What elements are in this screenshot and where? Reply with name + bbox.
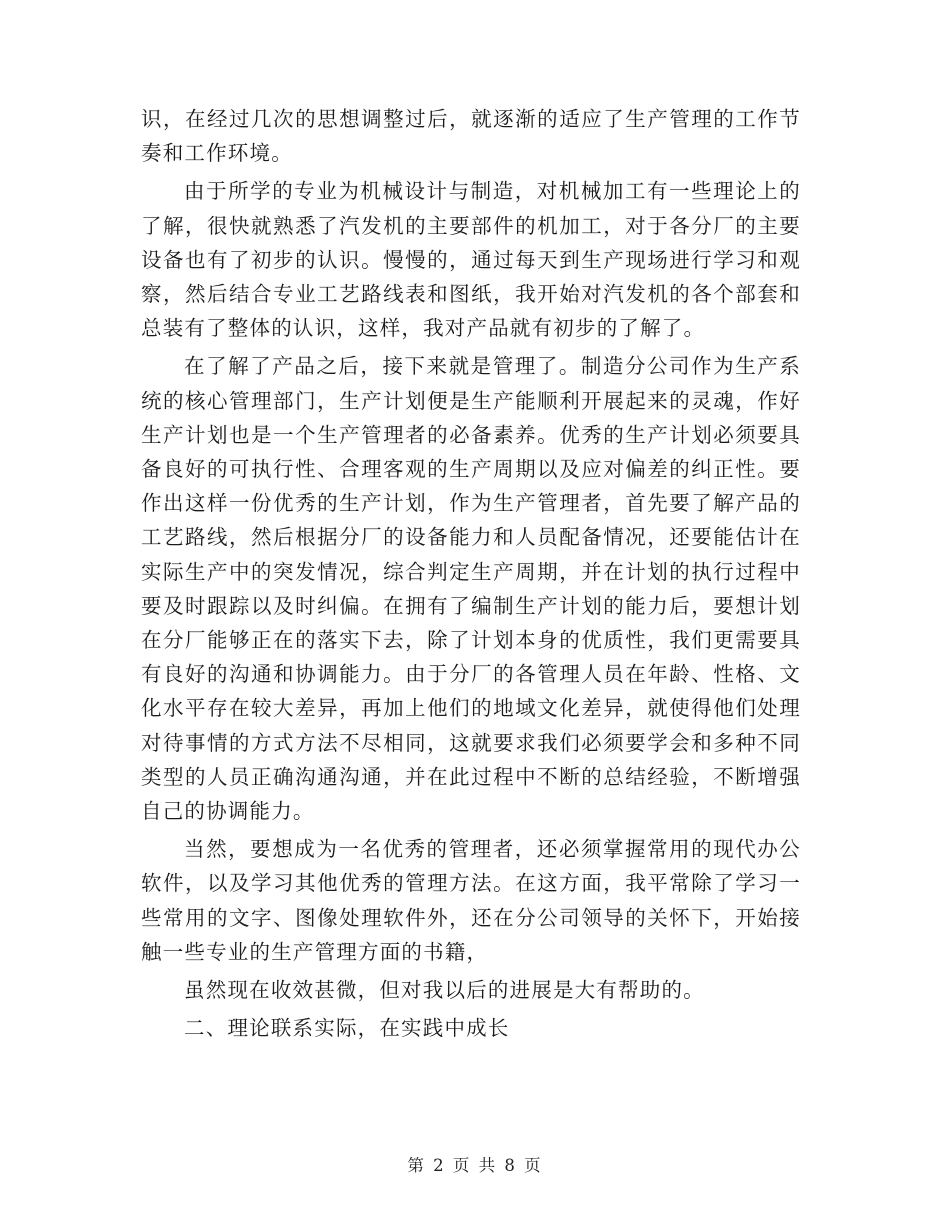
paragraph-2: 由于所学的专业为机械设计与制造，对机械加工有一些理论上的了解，很快就熟悉了汽发机的主要部件的机加工，对于各分厂的主要设备也有了初步的认识。慢慢的，通过每天到生产现场进行学习和观察，然后结合专业工艺路线表和图纸，我开始对汽发机的各个部套和总装有了整体的认识，这样，我对产品就有初步的了解了。 [141, 179, 801, 341]
paragraph-3: 在了解了产品之后，接下来就是管理了。制造分公司作为生产系统的核心管理部门，生产计划便是生产能顺利开展起来的灵魂，作好生产计划也是一个生产管理者的必备素养。优秀的生产计划必须要具备良好的可执行性、合理客观的生产周期以及应对偏差的纠正性。要作出这样一份优秀的生产计划，作为生产管理者，首先要了解产品的工艺路线，然后根据分厂的设备能力和人员配备情况，还要能估计在实际生产中的突发情况，综合判定生产周期，并在计划的执行过程中要及时跟踪以及时纠偏。在拥有了编制生产计划的能力后，要想计划在分厂能够正在的落实下去，除了计划本身的优质性，我们更需要具有良好的沟通和协调能力。由于分厂的各管理人员在年龄、性格、文化水平存在较大差异，再加上他们的地域文化差异，就使得他们处理对待事情的方式方法不尽相同，这就要求我们必须要学会和多种不同类型的人员正确沟通沟通，并在此过程中不断的总结经验，不断增强自己的协调能力。 [141, 354, 801, 824]
document-body [141, 102, 801, 1049]
paragraph-4: 当然，要想成为一名优秀的管理者，还必须掌握常用的现代办公软件，以及学习其他优秀的管理方法。在这方面，我平常除了学习一些常用的文字、图像处理软件外，还在分公司领导的关怀下，开始接触一些专业的生产管理方面的书籍， [141, 837, 801, 964]
section-heading: 二、理论联系实际，在实践中成长 [184, 1016, 510, 1041]
page-number-footer: 第 2 页 共 8 页 [407, 1156, 543, 1175]
paragraph-1: 识，在经过几次的思想调整过后，就逐渐的适应了生产管理的工作节奏和工作环境。 [141, 107, 801, 166]
paragraph-5: 虽然现在收效甚微，但对我以后的进展是大有帮助的。 [184, 978, 705, 1003]
